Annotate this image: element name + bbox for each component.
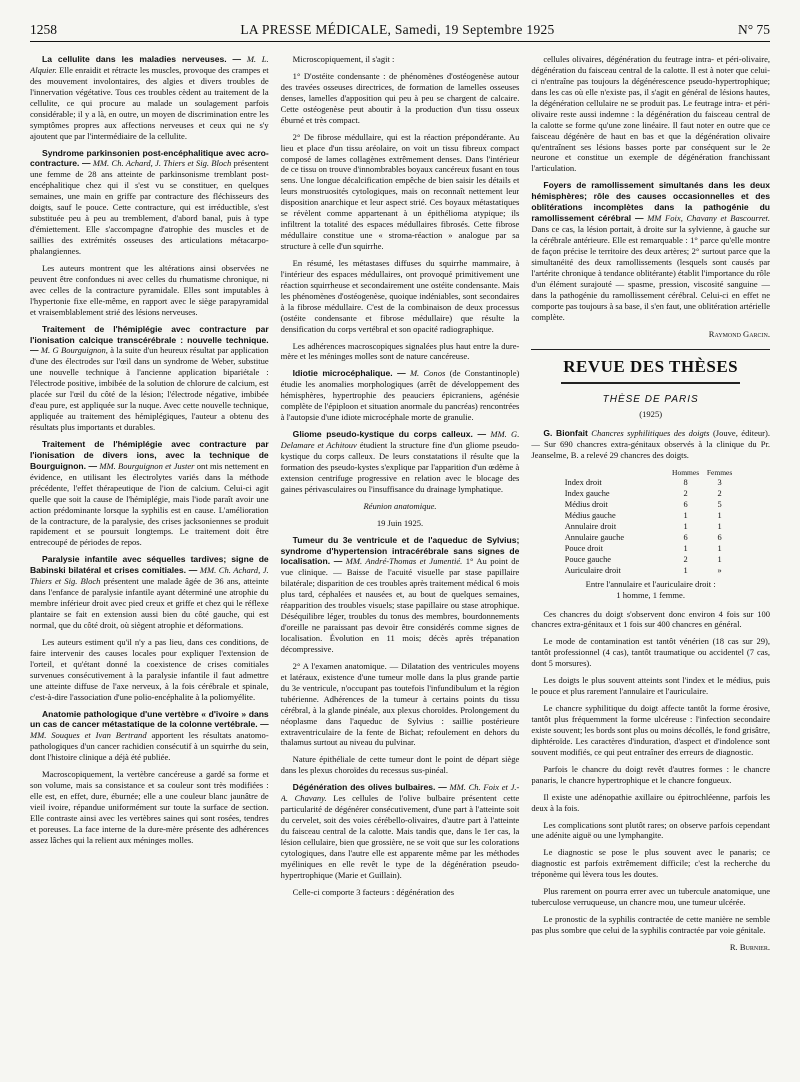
article-text: Les auteurs estiment qu'il n'y a pas lieu, dans ces conditions, de faire intervenir des causes locales pour expliquer l'extension de l'orteil, et qu'étant donné la coexistence de crises comitiales survenues consécutivement à la paralysie infantile il faut admettre une atteinte diffuse de l'axe nerveux, à la fois cérébrale et spinale, c'est-à-dire l'association d'une polio-encéphalite à la poliomyélite.: [30, 636, 269, 702]
table-row: [565, 522, 737, 533]
article-text: Les auteurs montrent que les altérations ainsi observées ne peuvent être confondues ni avec celles du rhumatisme chronique, ni avec celles de la contracture pyramidale. Elles sont imputables à l'hypertonie fixe elle-même, en rapport avec le siège parapyramidal et vraisemblablement strié des lésions nerveuses.: [30, 262, 269, 317]
body-paragraph: [30, 263, 269, 318]
finger-label: Annulaire gauche: [564, 532, 625, 542]
article-paragraph: [281, 535, 520, 655]
article-authors: MM. Souques et Ivan Bertrand: [30, 730, 147, 741]
article-authors: MM. Ch. Achard, J. Thiers et Sig. Bloch: [30, 565, 269, 587]
table-note-line2: 1 homme, 1 femme.: [616, 589, 685, 600]
table-row: [565, 511, 737, 522]
these-intro: [531, 428, 770, 461]
body-paragraph: [281, 54, 520, 65]
count-cell: 1: [683, 543, 688, 553]
article-text: Elle enraidit et rétracte les muscles, provoque des crampes et des mouvement involontaires, des algies et divers troubles de l'innervation végétative. Tous ces troubles cèdent au traitement de la cellulite, ce qui procure au malade un soulagement parfois considérable; il y a là, en outre, un moyen de discrimination entre les symptômes propres aux affections nerveuses et ceux qui ne s'y ajoutent que par l'intermédiaire de la cellulite.: [30, 64, 269, 141]
article-paragraph: [30, 148, 269, 257]
article-text: Les cellules de l'olive bulbaire présentent cette particularité de dégénérer consécutivement, d'une part à l'atteinte soit du cervelet, soit des voies cérébello-olivaires, d'autre part à l'atteinte du faisceau central de la calotte. Mais tandis que, dans le 1er cas, la lésion cellulaire, bien que grossière, ne se voit que sur les colorations cytologiques, dans l'autre elle est apparente même par les méthodes myéliniques en elle revêt le type de la dégénération pseudo-hypertrophique (Marie et Guillain).: [280, 793, 520, 880]
count-cell: 1: [683, 522, 688, 532]
count-cell: 1: [717, 554, 722, 564]
article-text: 19 Juin 1925.: [376, 517, 424, 528]
count-cell: 6: [717, 532, 722, 542]
count-cell: 6: [683, 500, 688, 510]
article-heading: La cellulite dans les maladies nerveuses. —: [42, 54, 242, 64]
article-paragraph: [281, 429, 520, 495]
count-cell: 3: [717, 478, 722, 488]
body-paragraph: Le pronostic de la syphilis contractée de cette manière ne semble pas plus sombre que celui de la syphilis contractée par voie génitale.: [531, 914, 771, 935]
column-3-articles: [531, 54, 770, 323]
article-authors: MM. Bourguignon et Juster: [99, 460, 195, 471]
table-row: [565, 478, 737, 489]
table-row: [565, 500, 737, 511]
body-paragraph: [30, 637, 269, 703]
article-heading: Tumeur du 3e ventricule et de l'aqueduc de Sylvius; syndrome d'hypertension intracérébrale sans signes de localisation. —: [280, 534, 520, 567]
body-paragraph: Ces chancres du doigt s'observent donc environ 4 fois sur 100 chancres extra-génitaux et 1 fois sur 400 chancres en général.: [531, 608, 771, 630]
body-paragraph: [281, 71, 520, 126]
article-authors: MM. André-Thomas et Jumentié.: [345, 556, 463, 567]
article-paragraph: [531, 180, 770, 322]
article-text: 1° Au point de vue clinique. — Baisse de l'acuité visuelle par stase papillaire bilatérale; disparition de ces troubles après traitement médical 6 mois plus tard, céphalées et nausées et, au bout de quelques semaines, réapparition des troubles visuels; stase papillaire ou stase atrophique. Déséquilibre léger, troubles du tonus des membres, bourdonnements d'oreille ne paraissant pas devoir être considérés comme signes de localisation. Évolution en 11 mois; décès après trépanation décompressive.: [280, 556, 520, 654]
article-text: cellules olivaires, dégénération du feutrage intra- et péri-olivaire, dégénération du faisceau central de la calotte. Il est à noter que celui-ci n'entraîne pas toujours la dégénérescence pseudo-hypertrophique; dans les cas où elle n'existe pas, il s'agit en général de lésions hautes, la dégénération cellulaire ne se produit pas. Le feutrage intra- et péri-olivaire reste aussi indemne : la dégénération du faisceau central de la calotte se forme qu'une zone linéaire. Il faut noter en outre que ce faisceau dégénère de haut en bas et que la dégénération olivaire qu'entraînent ses lésions basses porte par conséquent sur le 2e neurone et constitue un exemple de dégénération franchissant l'articulation.: [531, 54, 771, 174]
article-text: présentent une malade âgée de 36 ans, atteinte dans l'enfance de paralysie infantile ayant déterminé une atrophie du membre inférieur droit avec pied creux et griffe et chez qui le réflexe plantaire se fait en extension aussi bien du côté gauche, qui est normal, que du côté droit, où siègent atrophie et déformations.: [30, 576, 269, 630]
table-header-cell: [565, 467, 669, 479]
count-cell: 5: [717, 500, 722, 510]
body-paragraph: [281, 518, 520, 529]
body-paragraph: [281, 258, 520, 335]
table-row: [565, 489, 737, 500]
article-authors: MM. G. Delamare et Achitouv: [280, 429, 520, 450]
article-text: étudient la structure fine d'un gliome pseudo-kystique du corps calleux. De leurs constatations il résulte que la formation des pseudo-kystes s'explique par l'apparition d'un œdème à extension centrifuge progressive en relation avec le blocage des gaines périvasculaires ou l'insuffisance du drainage lymphatique.: [280, 440, 520, 494]
body-paragraph: [30, 769, 269, 846]
body-paragraph: [281, 887, 520, 898]
section-title-revue: REVUE DES THÈSES: [563, 357, 739, 377]
article-text: Microscopiquement, il s'agit :: [292, 54, 395, 64]
these-title: Chancres syphilitiques des doigts: [591, 427, 710, 438]
article-authors: M. Conos: [409, 368, 446, 379]
count-cell: 1: [717, 522, 722, 532]
article-text: Macroscopiquement, la vertèbre cancéreuse a gardé sa forme et son volume, mais sa consistance et sa couleur sont très modifiées : elle est, en effet, dure, éburnée; elle a une couleur blanc jaunâtre de vieil ivoire, répandue uniformément sur toute la surface de section. Elle contraste ainsi avec les vertèbres saines qui sont rosées, tendres et poreuses. La face interne de la dure-mère présente des adhérences assez lâches qui la relient aux méninges molles.: [30, 769, 269, 845]
body-paragraph: Le diagnostic se pose le plus souvent avec le panaris; ce diagnostic est parfois extrêmement difficile; c'est la recherche du tréponème qui lèvera tous les doutes.: [531, 847, 771, 880]
finger-label: Index gauche: [564, 489, 610, 499]
article-heading: Traitement de l'hémiplégie avec contracture par l'ionisation calcique transcérébrale : nouvelle technique. —: [30, 323, 269, 356]
article-text: à la suite d'un heureux résultat par application d'une des électrodes sur l'œil dans un syndrome de Weber, substitue une nouvelle technique à l'ancienne application bipariétale : l'électrode positive, imbibée de la solution de chlorure de calcium, est placée sur l'œil du côté de la lésion; l'électrode négative, imbibée d'eau pure, est appliquée sur la nuque. Avec cette nouvelle technique, appliquée au traitement des hémiplégiques, l'auteur a obtenu des résultats plus importants et durables.: [30, 345, 269, 432]
article-authors: MM. Ch. Achard, J. Thiers et Sig. Bloch: [92, 158, 232, 169]
table-note-line1: Entre l'annulaire et l'auriculaire droit :: [585, 578, 716, 589]
article-paragraph: [30, 439, 269, 548]
finger-label: Médius gauche: [564, 511, 616, 521]
article-text: 2° De fibrose médullaire, qui est la réaction prépondérante. Au lieu et place d'un tissu aréolaire, on voit un tissu fibreux compact composé de lames collagènes extrêmement denses. Dans l'intérieur de ce tissu on trouve d'innombrables boyaux cancéreux fusant en tous sens. Une longue décalcification empêche de bien saisir les détails et leurs monstruosités cytologiques, mais on reconnaît nettement leur disposition anarchique et leur aspect strié. Ces boyaux métastatiques se révèlent comme appartenant à un épithélioma atypique; ils infiltrent la totalité des espaces médullaires fibrosés. Cette fibrose médullaire constitue une « stroma-réaction » analogue par sa structure à celle d'un squirrhe.: [280, 131, 520, 251]
signature-burnier: R. Burnier.: [729, 941, 771, 952]
page-number: 1258: [30, 22, 57, 37]
count-cell: 2: [683, 489, 688, 499]
column-2: [281, 54, 520, 1076]
article-text: Celle-ci comporte 3 facteurs : dégénération des: [292, 886, 455, 897]
article-heading: Foyers de ramollissement simultanés dans les deux hémisphères; rôle des causes occasionnelles et des oblitérations incomplètes dans la pathogénie du ramollissement cérébral —: [531, 180, 771, 224]
table-note: [531, 579, 770, 601]
count-cell: 1: [717, 511, 722, 521]
these-body: [531, 609, 770, 936]
count-cell: 2: [683, 554, 688, 564]
article-text: Les adhérences macroscopiques signalées plus haut entre la dure-mère et les méninges molles sont de nature cancéreuse.: [280, 340, 520, 362]
table-row: [565, 533, 737, 544]
count-cell: 1: [717, 543, 722, 553]
issue-number: N° 75: [737, 22, 770, 37]
finger-label: Auriculaire droit: [564, 565, 621, 575]
count-cell: 1: [683, 565, 688, 575]
page-header: [30, 14, 770, 42]
these-author: G. Bionfait: [543, 427, 588, 438]
count-cell: 1: [683, 511, 688, 521]
body-paragraph: [281, 132, 520, 252]
article-paragraph: [281, 782, 520, 880]
article-paragraph: [30, 54, 269, 142]
article-heading: Anatomie pathologique d'une vertèbre « d'ivoire » dans un cas de cancer métastatique de la colonne vertébrale. —: [30, 708, 269, 730]
article-heading: Traitement de l'hémiplégie avec contracture par l'ionisation de divers ions, avec la technique de Bourguignon. —: [30, 438, 269, 471]
article-paragraph: [30, 709, 269, 764]
these-subtitle: THÈSE DE PARIS: [602, 394, 699, 406]
table-header-cell: Hommes: [672, 467, 700, 477]
count-cell: 8: [683, 478, 688, 488]
body-paragraph: Le mode de contamination est tantôt vénérien (18 cas sur 29), tantôt professionnel (4 cas), tantôt traumatique ou accidentel (7 cas, dont 5 morsures).: [531, 636, 771, 669]
these-year: (1925): [639, 408, 663, 419]
finger-label: Médius droit: [564, 500, 608, 510]
article-paragraph: [281, 368, 520, 423]
article-heading: Gliome pseudo-kystique du corps calleux. —: [292, 429, 486, 440]
article-text: 1° D'ostéite condensante : de phénomènes d'ostéogenèse autour des travées osseuses directrices, de formation de lamelles osseuses denses, lamelles d'apposition qui peu à peu se chargent de calcaire. Cette ostéogenèse peut aboutir à la production d'un tissu osseux éburné et très compact.: [280, 70, 520, 125]
body-paragraph: [281, 501, 520, 512]
finger-label: Index droit: [564, 478, 602, 488]
signature-garcin: Raymond Garcin.: [708, 328, 771, 339]
these-intro-body: (Jouve, éditeur). — Sur 690 chancres extra-génitaux observés à la clinique du Pr. Jeanselme, B. a relevé 29 chancres des doigts.: [531, 427, 771, 460]
article-text: En résumé, les métastases diffuses du squirrhe mammaire, à l'intérieur des espaces médullaires, ont provoqué primitivement une réaction squirrheuse et secondairement une ostéite condensante. Mais les phénomènes d'ostéogenèse, quoique indéniables, sont secondaires à la fibrose médullaire. C'est de la combinaison de deux processus (ostéite condensante et fibrose médullaire) que résulte la densification du corps vertébral et son opacité radiographique.: [280, 257, 520, 334]
finger-label: Annulaire droit: [564, 522, 617, 532]
body-paragraph: [281, 661, 520, 749]
article-heading: Paralysie infantile avec séquelles tardives; signe de Babinski bilatéral et crises comitiales. —: [30, 554, 269, 576]
body-paragraph: Les doigts le plus souvent atteints sont l'index et le médius, puis le pouce et plus rarement l'annulaire et l'auriculaire.: [531, 675, 771, 697]
body-paragraph: [531, 54, 770, 174]
columns: [30, 54, 770, 1076]
article-text: présentent une femme de 28 ans atteinte de parkinsonisme tremblant post-encéphalitique chez qui il s'est vu se constituer, en quelques semaines, une main en griffe par contracture des fléchisseurs des doigts, sauf le pouce. Cette contracture, qui est irréductible, s'est substituée peu à peu au tremblement, d'abord banal, puis à type d'émiettement. Elle s'accompagne d'atrophie des muscles et de saillies des extrémités osseuses des articulations métacarpo-phalangiennes.: [30, 158, 269, 256]
column-1: [30, 54, 269, 1076]
table-header-cell: Femmes: [706, 467, 733, 477]
divider: [531, 349, 770, 350]
table-row: [565, 566, 737, 577]
article-paragraph: [30, 554, 269, 631]
article-authors: MM Foix, Chavany et Bascourret.: [647, 213, 771, 224]
article-paragraph: [30, 324, 269, 433]
table-row: [565, 555, 737, 566]
column-3: [531, 54, 770, 1076]
article-authors: M. G Bourguignon,: [40, 345, 108, 356]
table-header-row: [565, 467, 737, 479]
chancre-table: [565, 467, 737, 577]
finger-label: Pouce gauche: [564, 554, 612, 564]
body-paragraph: Parfois le chancre du doigt revêt d'autres formes : le chancre panaris, le chancre hypertrophique et le chancre fongueux.: [531, 763, 771, 785]
journal-title: LA PRESSE MÉDICALE, Samedi, 19 Septembre 1925: [240, 22, 555, 37]
body-paragraph: [281, 341, 520, 363]
body-paragraph: Le chancre syphilitique du doigt affecte tantôt la forme érosive, tantôt plus fréquemment la forme ulcéreuse : l'infection secondaire existe souvent; les bords sont plus ou moins décollés, le fond grisâtre, diphtéroïde. Les caractères d'induration, d'aspect et d'indolence sont souvent modifiés, ce qui peut entraîner des erreurs de diagnostic.: [531, 703, 771, 757]
article-text: ont mis nettement en évidence, en utilisant les électrolytes variés dans la méthode précédente, l'effet thérapeutique de l'ion de calcium. Celui-ci agit quelle que soit la cause de l'hémiplégie, mais l'iode paraît avoir une action prédominante lorsque la syphilis est en cause. L'amélioration de la contracture, de la paralysie, des crises jacksoniennes se produit rapidement et se poursuit longtemps. Le traitement doit être entrecoupé de périodes de repos.: [30, 460, 269, 548]
article-text: Nature épithéliale de cette tumeur dont le point de départ siège dans les plexus choroïdes du recessus sus-pinéal.: [280, 754, 520, 776]
article-text: apportent les résultats anatomo-pathologiques d'un cancer rachidien consécutif à un squirrhe du sein, dont l'histoire clinique a déjà été publiée.: [30, 730, 269, 763]
finger-label: Pouce droit: [564, 543, 604, 553]
body-paragraph: Les complications sont plutôt rares; on observe parfois cependant une adénite aiguë ou une lymphangite.: [531, 819, 771, 841]
article-authors: M. L. Alquier.: [30, 54, 269, 75]
article-text: Dans ce cas, la lésion portait, à droite sur la sylvienne, à gauche sur la cérébrale antérieure. Elle est remarquable : 1° parce qu'elle montre de façon précise le territoire des deux artères; 2° surtout parce que la simultanéité des deux ramollissements (lesquels sont causés par l'artérite chronique à tendance oblitérante) établit l'importance du rôle d'un élément surajouté — spasme, pression, viscosité sanguine — dans la pathogénie du ramollissement cérébral. Celui-ci en effet ne comporte pas toujours à sa base, il s'en faut, une oblitération artérielle complète.: [531, 224, 771, 322]
article-authors: MM. Ch. Foix et J.-A. Chavany.: [280, 782, 520, 804]
title-underline: [561, 382, 740, 384]
body-paragraph: Il existe une adénopathie axillaire ou épitrochléenne, parfois les deux à la fois.: [531, 791, 771, 813]
article-heading: Dégénération des olives bulbaires. —: [292, 782, 447, 793]
article-text: 2° A l'examen anatomique. — Dilatation des ventricules moyens et latéraux, existence d'une tumeur molle dans la plus grande partie du 3e ventricule, n'occupant pas toutefois l'infundibulum et la région tubérienne. Adhérences de la tumeur à certains points du tissu cérébral, à la glande pinéale, aux plexus choroïdes. Prolongement du néoplasme dans l'aqueduc de Sylvius : saillie postérieure extraventriculaire de la fente de Bichat; refoulement en dehors du thalamus surtout au niveau du pulvinar.: [280, 660, 520, 748]
count-cell: 6: [683, 532, 688, 542]
count-cell: »: [717, 565, 722, 575]
article-text: (de Constantinople) étudie les anomalies morphologiques (arrêt de développement des hémisphères, hypertrophie des peauciers épicraniens, agénésie complète de l'épiploon et situation anormale du pancréas) rencontrées à l'autopsie d'une idiote microcéphale morte de granulie.: [280, 368, 520, 423]
count-cell: 2: [717, 489, 722, 499]
article-heading: Idiotie microcéphalique. —: [292, 368, 406, 379]
table-row: [565, 544, 737, 555]
body-paragraph: [281, 754, 520, 776]
body-paragraph: Plus rarement on pourra errer avec un tubercule anatomique, une tuberculose verruqueuse, un chancre mou, une tumeur ulcérée.: [531, 886, 771, 908]
article-heading: Syndrome parkinsonien post-encéphalitique avec acro-contracture. —: [30, 147, 269, 169]
article-text: Réunion anatomique.: [363, 500, 437, 511]
